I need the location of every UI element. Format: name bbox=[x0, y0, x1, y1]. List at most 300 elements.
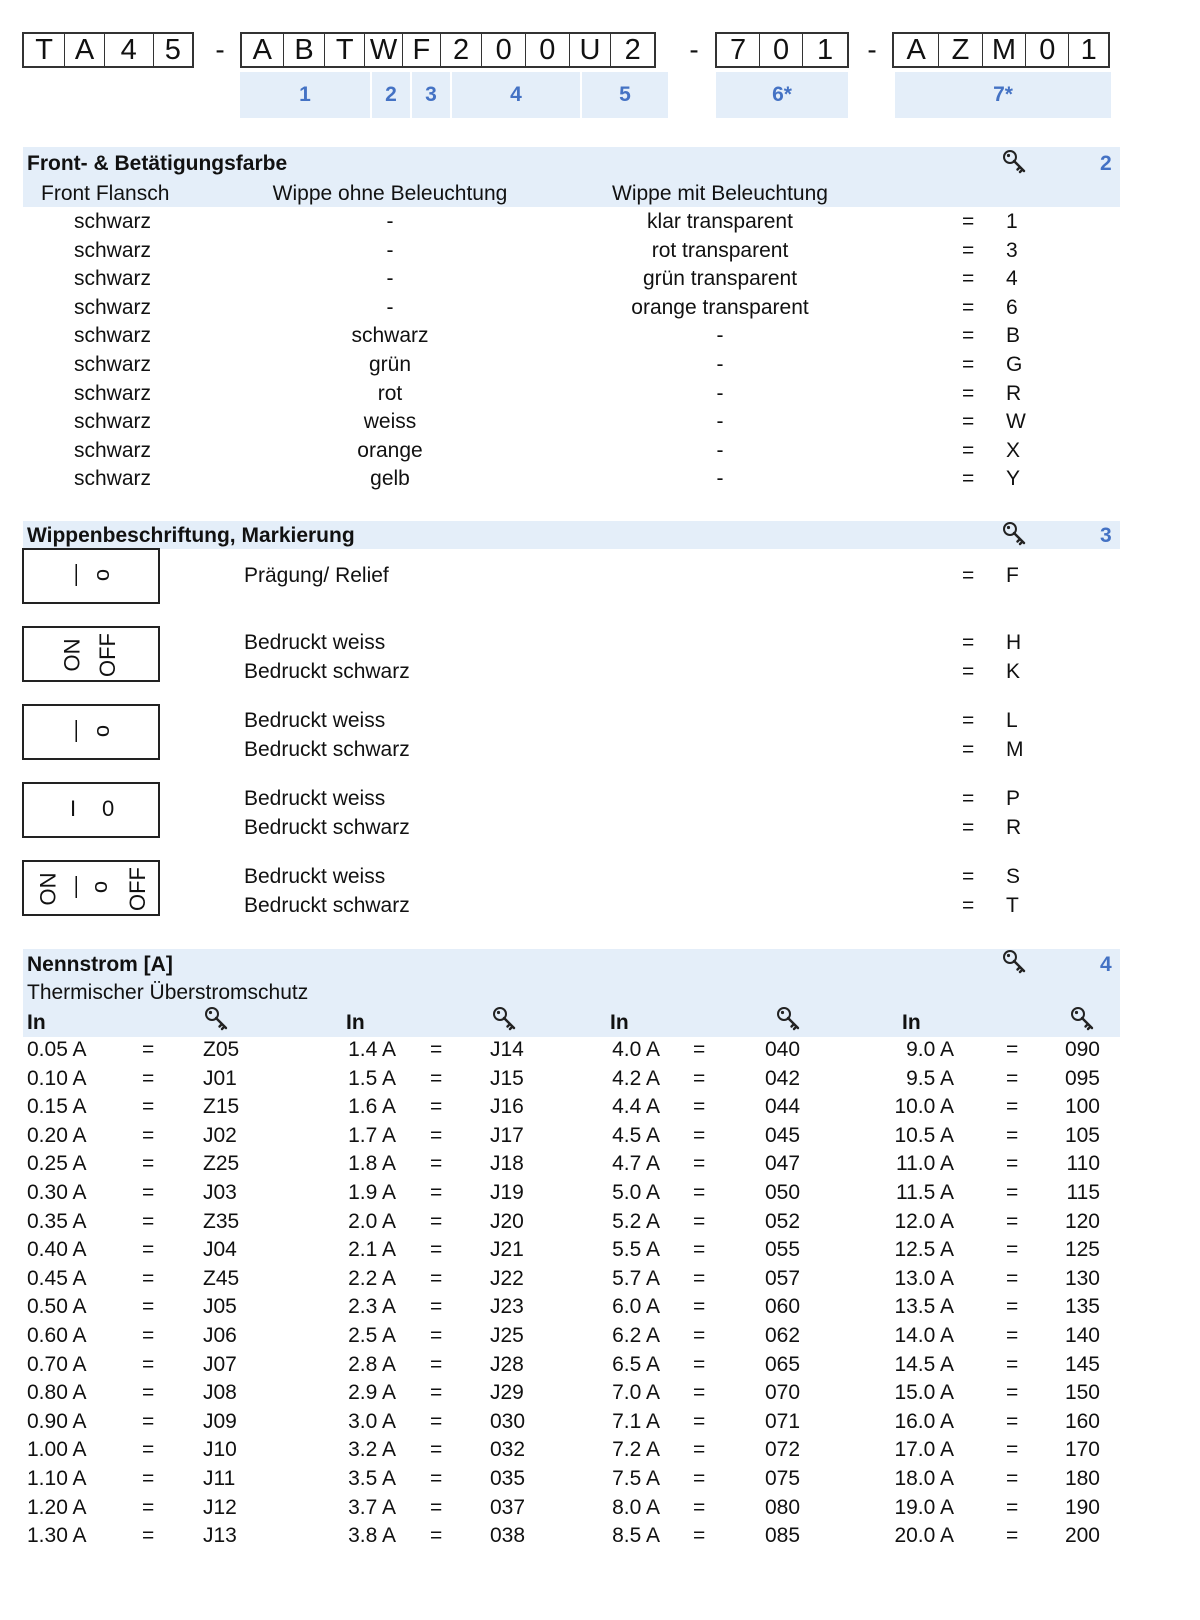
front-color: schwarz bbox=[73, 410, 152, 434]
equals-sign: = bbox=[142, 1438, 155, 1462]
current-code: 060 bbox=[765, 1295, 801, 1319]
rocker-unlit-color: - bbox=[386, 210, 394, 233]
rocker-unlit-color: - bbox=[386, 267, 394, 291]
current-code: J18 bbox=[490, 1152, 524, 1176]
current-code: J16 bbox=[490, 1095, 524, 1119]
current-value: 2.0 A bbox=[348, 1209, 396, 1233]
current-value: 0.40 A bbox=[27, 1238, 87, 1262]
code-group-4 bbox=[892, 32, 1110, 68]
code-char: 4 bbox=[105, 34, 154, 66]
front-color: schwarz bbox=[73, 210, 152, 233]
current-value: 12.5 A bbox=[894, 1238, 954, 1262]
equals-sign: = bbox=[693, 1181, 706, 1204]
marking-option-label: Bedruckt weiss bbox=[244, 865, 386, 888]
current-code: 070 bbox=[765, 1381, 801, 1405]
rocker-unlit-color: - bbox=[386, 238, 394, 262]
current-code: 072 bbox=[765, 1438, 801, 1462]
current-code: 035 bbox=[490, 1467, 526, 1490]
current-code: Z05 bbox=[203, 1038, 240, 1061]
current-value: 17.0 A bbox=[894, 1438, 954, 1462]
current-code: 080 bbox=[765, 1495, 801, 1519]
code-char: 0 bbox=[526, 34, 570, 66]
equals-sign: = bbox=[430, 1409, 443, 1433]
current-value: 1.20 A bbox=[27, 1495, 87, 1519]
option-code: T bbox=[1006, 893, 1019, 917]
front-color: schwarz bbox=[73, 353, 152, 376]
equals-sign: = bbox=[1006, 1381, 1019, 1405]
marking-glyph: ON bbox=[35, 872, 61, 906]
front-color: schwarz bbox=[73, 238, 152, 262]
equals-sign: = bbox=[693, 1066, 706, 1090]
equals-sign: = bbox=[1006, 1295, 1019, 1319]
code-char: T bbox=[325, 34, 365, 66]
rocker-lit-color: - bbox=[716, 410, 724, 434]
current-code: 071 bbox=[765, 1409, 801, 1433]
equals-sign: = bbox=[1006, 1238, 1019, 1262]
equals-sign: = bbox=[142, 1209, 155, 1233]
code-char: A bbox=[894, 34, 939, 66]
current-code: 090 bbox=[1064, 1038, 1100, 1061]
front-color: schwarz bbox=[73, 381, 152, 405]
code-dash: - bbox=[215, 34, 225, 65]
equals-sign: = bbox=[142, 1524, 155, 1548]
front-color: schwarz bbox=[73, 467, 152, 491]
equals-sign: = bbox=[430, 1181, 443, 1204]
current-code: 045 bbox=[765, 1123, 801, 1147]
equals-sign: = bbox=[142, 1266, 155, 1290]
rocker-lit-color: klar transparent bbox=[647, 210, 793, 233]
current-value: 10.0 A bbox=[894, 1095, 954, 1119]
current-code: J09 bbox=[203, 1409, 237, 1433]
equals-sign: = bbox=[430, 1152, 443, 1176]
current-value: 5.2 A bbox=[612, 1209, 660, 1233]
current-code: 030 bbox=[490, 1409, 526, 1433]
equals-sign: = bbox=[962, 659, 975, 683]
code-char: B bbox=[284, 34, 326, 66]
current-value: 13.0 A bbox=[894, 1266, 954, 1290]
code-char: M bbox=[983, 34, 1026, 66]
rocker-lit-color: - bbox=[716, 467, 724, 491]
current-code: Z35 bbox=[203, 1209, 240, 1233]
marking-glyph: o bbox=[89, 724, 115, 738]
current-code: 120 bbox=[1064, 1209, 1100, 1233]
current-value: 1.5 A bbox=[348, 1066, 396, 1090]
equals-sign: = bbox=[962, 295, 975, 319]
current-code: J21 bbox=[490, 1238, 524, 1262]
current-code: 047 bbox=[765, 1152, 801, 1176]
equals-sign: = bbox=[962, 564, 975, 587]
current-code: Z45 bbox=[203, 1266, 240, 1290]
current-value: 0.80 A bbox=[27, 1381, 87, 1405]
current-code: Z15 bbox=[203, 1095, 240, 1119]
code-group-2 bbox=[240, 32, 656, 68]
section4-title: Nennstrom [A] bbox=[27, 953, 173, 976]
current-code: 125 bbox=[1064, 1238, 1100, 1262]
marking-option-label: Prägung/ Relief bbox=[244, 564, 389, 587]
current-value: 1.9 A bbox=[348, 1181, 396, 1204]
current-code: J25 bbox=[490, 1324, 524, 1347]
rocker-lit-color: - bbox=[716, 353, 724, 376]
current-value: 0.25 A bbox=[27, 1152, 87, 1176]
current-code: 062 bbox=[765, 1324, 801, 1347]
current-value: 11.5 A bbox=[896, 1181, 954, 1204]
current-value: 2.2 A bbox=[348, 1266, 396, 1290]
option-code: K bbox=[1006, 659, 1021, 683]
equals-sign: = bbox=[430, 1495, 443, 1519]
current-value: 2.9 A bbox=[348, 1381, 396, 1405]
position-label: 6* bbox=[716, 72, 848, 118]
rocker-lit-color: - bbox=[716, 438, 724, 462]
option-code: G bbox=[1006, 353, 1023, 376]
current-value: 2.5 A bbox=[348, 1324, 396, 1347]
equals-sign: = bbox=[430, 1467, 443, 1490]
current-value: 9.0 A bbox=[906, 1038, 954, 1061]
current-column-header: In bbox=[902, 1011, 921, 1034]
equals-sign: = bbox=[1006, 1066, 1019, 1090]
rocker-unlit-color: orange bbox=[357, 438, 423, 462]
current-value: 7.5 A bbox=[612, 1467, 660, 1490]
equals-sign: = bbox=[142, 1381, 155, 1405]
code-char: 2 bbox=[624, 33, 641, 66]
rocker-marking-symbol bbox=[22, 704, 160, 760]
code-char: 0 bbox=[1026, 34, 1069, 66]
current-value: 2.8 A bbox=[348, 1352, 396, 1376]
equals-sign: = bbox=[142, 1038, 155, 1061]
equals-sign: = bbox=[962, 267, 975, 291]
code-char: Z bbox=[939, 34, 982, 66]
current-code: J06 bbox=[203, 1324, 237, 1347]
equals-sign: = bbox=[430, 1324, 443, 1347]
rocker-marking-symbol bbox=[22, 626, 160, 682]
equals-sign: = bbox=[693, 1266, 706, 1290]
current-code: J01 bbox=[203, 1066, 237, 1090]
current-code: 150 bbox=[1064, 1381, 1100, 1405]
marking-option-label: Bedruckt schwarz bbox=[244, 893, 410, 917]
option-code: Y bbox=[1006, 467, 1021, 491]
current-value: 18.0 A bbox=[894, 1467, 954, 1490]
current-value: 0.60 A bbox=[27, 1324, 87, 1347]
marking-option-label: Bedruckt weiss bbox=[244, 631, 386, 654]
equals-sign: = bbox=[430, 1266, 443, 1290]
rocker-lit-color: - bbox=[716, 324, 724, 348]
equals-sign: = bbox=[142, 1066, 155, 1090]
code-char: 1 bbox=[816, 33, 834, 66]
current-code: 200 bbox=[1064, 1524, 1100, 1548]
key-icon bbox=[204, 1006, 230, 1032]
equals-sign: = bbox=[430, 1038, 443, 1061]
current-value: 1.00 A bbox=[27, 1438, 87, 1462]
current-value: 10.5 A bbox=[894, 1123, 954, 1147]
current-value: 13.5 A bbox=[894, 1295, 954, 1319]
current-value: 1.7 A bbox=[348, 1123, 396, 1147]
current-value: 6.5 A bbox=[612, 1352, 660, 1376]
option-code: 3 bbox=[1006, 238, 1018, 262]
current-code: 095 bbox=[1064, 1066, 1100, 1090]
current-value: 8.0 A bbox=[612, 1495, 660, 1519]
current-code: 085 bbox=[765, 1524, 801, 1548]
marking-glyph: — bbox=[62, 564, 87, 586]
current-value: 7.2 A bbox=[612, 1438, 660, 1462]
current-code: J28 bbox=[490, 1352, 524, 1376]
current-value: 6.0 A bbox=[612, 1295, 660, 1319]
current-value: 9.5 A bbox=[906, 1066, 954, 1090]
current-code: 055 bbox=[765, 1238, 801, 1262]
equals-sign: = bbox=[430, 1524, 443, 1548]
rocker-unlit-color: - bbox=[386, 295, 394, 319]
equals-sign: = bbox=[1006, 1524, 1019, 1548]
option-code: 1 bbox=[1006, 210, 1018, 233]
equals-sign: = bbox=[693, 1238, 706, 1262]
current-value: 0.35 A bbox=[27, 1209, 87, 1233]
equals-sign: = bbox=[693, 1324, 706, 1347]
option-code: R bbox=[1006, 815, 1022, 839]
rocker-unlit-color: gelb bbox=[370, 467, 410, 491]
section4-number: 4 bbox=[1100, 953, 1112, 976]
current-value: 3.7 A bbox=[348, 1495, 396, 1519]
rocker-marking-symbol bbox=[22, 782, 160, 838]
option-code: H bbox=[1006, 631, 1022, 654]
current-code: 075 bbox=[765, 1467, 801, 1490]
position-label: 4 bbox=[452, 72, 580, 118]
equals-sign: = bbox=[430, 1438, 443, 1462]
equals-sign: = bbox=[1006, 1352, 1019, 1376]
option-code: S bbox=[1006, 865, 1021, 888]
equals-sign: = bbox=[962, 815, 975, 839]
position-label: 1 bbox=[240, 72, 370, 118]
code-char: F bbox=[403, 34, 441, 66]
code-char: 5 bbox=[164, 33, 181, 66]
current-code: J20 bbox=[490, 1209, 524, 1233]
equals-sign: = bbox=[693, 1295, 706, 1319]
equals-sign: = bbox=[1006, 1324, 1019, 1347]
key-icon bbox=[1002, 949, 1028, 975]
equals-sign: = bbox=[962, 238, 975, 262]
equals-sign: = bbox=[962, 324, 975, 348]
position-label: 5 bbox=[582, 72, 668, 118]
equals-sign: = bbox=[962, 865, 975, 888]
current-value: 1.30 A bbox=[27, 1524, 87, 1548]
equals-sign: = bbox=[430, 1352, 443, 1376]
equals-sign: = bbox=[693, 1467, 706, 1490]
equals-sign: = bbox=[1006, 1209, 1019, 1233]
rocker-marking-symbol bbox=[22, 860, 160, 916]
current-code: J12 bbox=[203, 1495, 237, 1519]
col-lit-header: Wippe mit Beleuchtung bbox=[612, 182, 828, 205]
rocker-lit-color: orange transparent bbox=[631, 295, 809, 319]
equals-sign: = bbox=[693, 1381, 706, 1405]
current-code: J15 bbox=[490, 1066, 524, 1090]
marking-glyph: OFF bbox=[95, 633, 120, 677]
current-value: 3.5 A bbox=[348, 1467, 396, 1490]
code-dash: - bbox=[867, 34, 877, 65]
option-code: 4 bbox=[1006, 267, 1018, 291]
current-code: 042 bbox=[765, 1066, 801, 1090]
current-value: 15.0 A bbox=[894, 1381, 954, 1405]
marking-option-label: Bedruckt weiss bbox=[244, 709, 386, 732]
marking-option-label: Bedruckt weiss bbox=[244, 787, 386, 810]
current-column-header: In bbox=[346, 1011, 365, 1034]
rocker-lit-color: - bbox=[716, 381, 724, 405]
current-value: 5.0 A bbox=[612, 1181, 660, 1204]
key-icon bbox=[492, 1006, 518, 1032]
code-char: 7 bbox=[717, 34, 760, 66]
equals-sign: = bbox=[693, 1038, 706, 1061]
current-code: 038 bbox=[490, 1524, 526, 1548]
current-value: 6.2 A bbox=[612, 1324, 660, 1347]
current-value: 14.5 A bbox=[894, 1352, 954, 1376]
marking-glyph: ON bbox=[59, 638, 85, 672]
code-dash: - bbox=[689, 34, 699, 65]
option-code: F bbox=[1006, 564, 1019, 587]
current-code: 044 bbox=[765, 1095, 801, 1119]
current-code: J10 bbox=[203, 1438, 237, 1462]
code-char: A bbox=[242, 34, 284, 66]
current-value: 2.1 A bbox=[348, 1238, 396, 1262]
option-code: W bbox=[1006, 410, 1026, 434]
equals-sign: = bbox=[142, 1409, 155, 1433]
current-value: 0.30 A bbox=[27, 1181, 87, 1204]
equals-sign: = bbox=[142, 1181, 155, 1204]
option-code: X bbox=[1006, 438, 1021, 462]
equals-sign: = bbox=[142, 1467, 155, 1490]
marking-option-label: Bedruckt schwarz bbox=[244, 737, 410, 761]
equals-sign: = bbox=[693, 1352, 706, 1376]
current-code: 057 bbox=[765, 1266, 801, 1290]
current-value: 2.3 A bbox=[348, 1295, 396, 1319]
current-code: 145 bbox=[1064, 1352, 1100, 1376]
equals-sign: = bbox=[142, 1123, 155, 1147]
current-value: 0.20 A bbox=[27, 1123, 87, 1147]
equals-sign: = bbox=[430, 1095, 443, 1119]
current-value: 11.0 A bbox=[896, 1152, 954, 1176]
option-code: 6 bbox=[1006, 295, 1018, 319]
option-code: M bbox=[1006, 737, 1024, 761]
current-value: 4.7 A bbox=[612, 1152, 660, 1176]
equals-sign: = bbox=[142, 1238, 155, 1262]
position-label: 3 bbox=[412, 72, 450, 118]
current-code: J05 bbox=[203, 1295, 237, 1319]
equals-sign: = bbox=[693, 1495, 706, 1519]
code-char: 0 bbox=[760, 34, 803, 66]
current-value: 5.7 A bbox=[612, 1266, 660, 1290]
option-code: B bbox=[1006, 324, 1021, 348]
current-code: 050 bbox=[765, 1181, 801, 1204]
equals-sign: = bbox=[1006, 1409, 1019, 1433]
current-value: 12.0 A bbox=[894, 1209, 954, 1233]
current-value: 1.6 A bbox=[348, 1095, 396, 1119]
rocker-unlit-color: schwarz bbox=[351, 324, 429, 348]
current-value: 14.0 A bbox=[894, 1324, 954, 1347]
equals-sign: = bbox=[1006, 1095, 1019, 1119]
code-char: A bbox=[65, 34, 104, 66]
current-code: 115 bbox=[1066, 1181, 1100, 1204]
section4-subtitle: Thermischer Überstromschutz bbox=[27, 981, 309, 1004]
current-value: 1.10 A bbox=[27, 1467, 87, 1490]
key-icon bbox=[1070, 1006, 1096, 1032]
current-code: 032 bbox=[490, 1438, 526, 1462]
current-code: 110 bbox=[1066, 1152, 1100, 1176]
current-value: 5.5 A bbox=[612, 1238, 660, 1262]
equals-sign: = bbox=[1006, 1467, 1019, 1490]
current-value: 0.90 A bbox=[27, 1409, 87, 1433]
equals-sign: = bbox=[962, 631, 975, 654]
marking-option-label: Bedruckt schwarz bbox=[244, 659, 410, 683]
rocker-unlit-color: grün bbox=[368, 353, 412, 376]
position-label: 2 bbox=[372, 72, 410, 118]
rocker-marking-symbol bbox=[22, 548, 160, 604]
equals-sign: = bbox=[142, 1095, 155, 1119]
current-code: 160 bbox=[1064, 1409, 1100, 1433]
front-color: schwarz bbox=[73, 438, 152, 462]
current-code: J22 bbox=[490, 1266, 524, 1290]
code-group-1 bbox=[22, 32, 194, 68]
current-code: J19 bbox=[490, 1181, 524, 1204]
equals-sign: = bbox=[962, 893, 975, 917]
marking-glyph: o bbox=[87, 880, 113, 894]
marking-glyph: — bbox=[62, 876, 87, 898]
col-unlit-header: Wippe ohne Beleuchtung bbox=[272, 182, 508, 205]
current-value: 4.4 A bbox=[612, 1095, 660, 1119]
rocker-lit-color: rot transparent bbox=[651, 238, 789, 262]
code-char: 1 bbox=[1080, 33, 1097, 66]
marking-glyph: I bbox=[70, 796, 77, 821]
current-value: 7.1 A bbox=[612, 1409, 660, 1433]
equals-sign: = bbox=[962, 467, 975, 491]
equals-sign: = bbox=[693, 1524, 706, 1548]
equals-sign: = bbox=[693, 1209, 706, 1233]
current-code: J08 bbox=[203, 1381, 237, 1405]
key-icon bbox=[1002, 149, 1028, 175]
equals-sign: = bbox=[962, 787, 975, 810]
equals-sign: = bbox=[1006, 1438, 1019, 1462]
equals-sign: = bbox=[1006, 1038, 1019, 1061]
current-value: 8.5 A bbox=[612, 1524, 660, 1548]
section2-number: 2 bbox=[1100, 152, 1112, 175]
equals-sign: = bbox=[962, 381, 975, 405]
rocker-unlit-color: rot bbox=[377, 381, 403, 405]
current-value: 7.0 A bbox=[612, 1381, 660, 1405]
option-code: P bbox=[1006, 787, 1021, 810]
equals-sign: = bbox=[693, 1438, 706, 1462]
current-value: 3.0 A bbox=[348, 1409, 396, 1433]
current-code: 140 bbox=[1064, 1324, 1100, 1347]
equals-sign: = bbox=[142, 1352, 155, 1376]
current-value: 3.8 A bbox=[348, 1524, 396, 1548]
current-value: 16.0 A bbox=[894, 1409, 954, 1433]
equals-sign: = bbox=[1006, 1266, 1019, 1290]
equals-sign: = bbox=[430, 1066, 443, 1090]
code-char: 0 bbox=[482, 34, 526, 66]
equals-sign: = bbox=[430, 1209, 443, 1233]
current-value: 1.8 A bbox=[348, 1152, 396, 1176]
current-value: 19.0 A bbox=[894, 1495, 954, 1519]
current-value: 0.15 A bbox=[27, 1095, 87, 1119]
code-char: T bbox=[24, 34, 65, 66]
current-value: 20.0 A bbox=[894, 1524, 954, 1548]
front-color: schwarz bbox=[73, 267, 152, 291]
equals-sign: = bbox=[430, 1123, 443, 1147]
code-char: 2 bbox=[441, 34, 483, 66]
current-value: 3.2 A bbox=[348, 1438, 396, 1462]
marking-glyph: o bbox=[89, 568, 115, 582]
equals-sign: = bbox=[962, 210, 975, 233]
current-column-header: In bbox=[27, 1011, 46, 1034]
equals-sign: = bbox=[1006, 1152, 1019, 1176]
equals-sign: = bbox=[962, 410, 975, 434]
current-code: 040 bbox=[765, 1038, 801, 1061]
equals-sign: = bbox=[430, 1381, 443, 1405]
current-code: 170 bbox=[1064, 1438, 1100, 1462]
